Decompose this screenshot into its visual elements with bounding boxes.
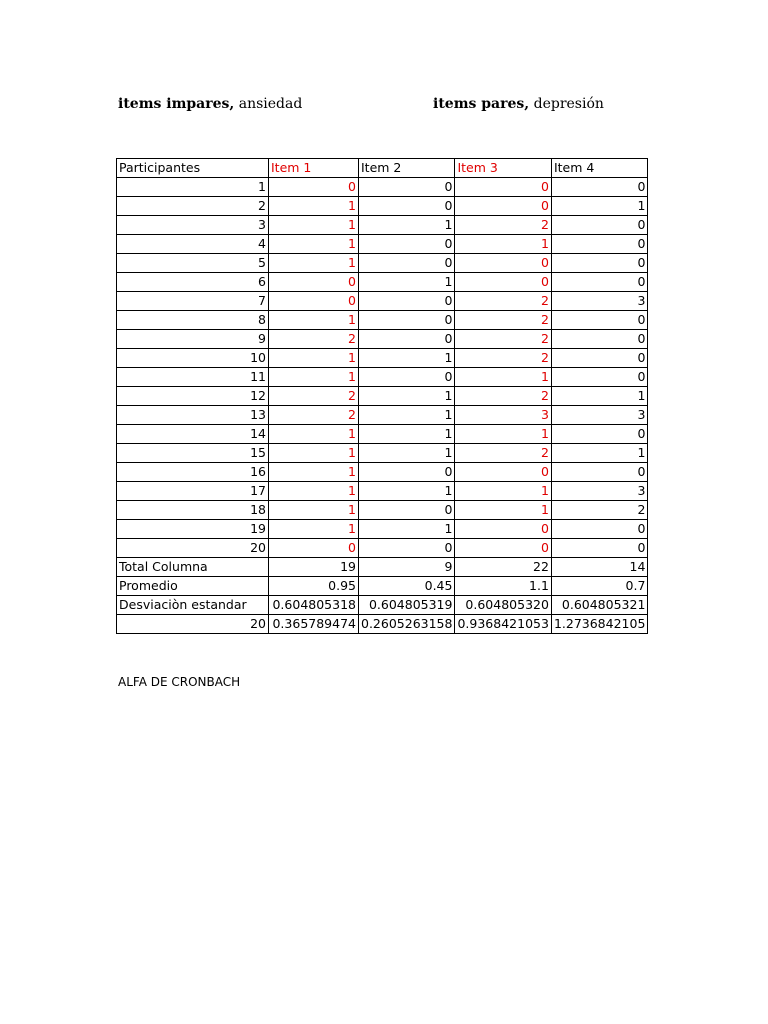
cell-item-1: 1	[269, 254, 359, 273]
table-row	[117, 178, 648, 197]
cell-participant: 15	[117, 444, 269, 463]
cell-item-1: 2	[269, 406, 359, 425]
summary-value-item-3: 1.1	[455, 577, 551, 596]
summary-label: Promedio	[117, 577, 269, 596]
cell-participant: 9	[117, 330, 269, 349]
cell-participant: 10	[117, 349, 269, 368]
cell-item-1: 1	[269, 197, 359, 216]
cell-item-2: 0	[359, 368, 455, 387]
cell-participant: 6	[117, 273, 269, 292]
cell-item-1: 2	[269, 387, 359, 406]
cell-participant: 11	[117, 368, 269, 387]
cell-item-1: 1	[269, 349, 359, 368]
summary-value-item-2: 0.604805319	[359, 596, 455, 615]
table-row	[117, 216, 648, 235]
summary-value-item-2: 0.45	[359, 577, 455, 596]
cell-item-4: 0	[551, 463, 647, 482]
header-item-2: Item 2	[359, 159, 455, 178]
scores-table	[116, 158, 648, 634]
header-participantes: Participantes	[117, 159, 269, 178]
cell-item-4: 3	[551, 482, 647, 501]
cell-participant: 18	[117, 501, 269, 520]
cell-participant: 13	[117, 406, 269, 425]
cell-item-3: 2	[455, 292, 551, 311]
cell-item-3: 0	[455, 254, 551, 273]
cell-participant: 14	[117, 425, 269, 444]
cell-participant: 12	[117, 387, 269, 406]
table-row	[117, 330, 648, 349]
cell-item-3: 1	[455, 235, 551, 254]
cell-item-2: 0	[359, 463, 455, 482]
even-items-label: items pares,	[433, 96, 530, 112]
cell-item-4: 0	[551, 254, 647, 273]
header-item-1: Item 1	[269, 159, 359, 178]
cell-item-3: 0	[455, 273, 551, 292]
table-row	[117, 501, 648, 520]
cell-item-4: 0	[551, 349, 647, 368]
cell-item-3: 3	[455, 406, 551, 425]
summary-value-item-3: 0.604805320	[455, 596, 551, 615]
cell-item-2: 0	[359, 254, 455, 273]
cell-item-2: 0	[359, 330, 455, 349]
cell-item-3: 0	[455, 539, 551, 558]
cell-item-2: 1	[359, 520, 455, 539]
promedio-row	[117, 577, 648, 596]
summary-value-item-2: 0.2605263158	[359, 615, 455, 634]
table-row	[117, 482, 648, 501]
cell-participant: 8	[117, 311, 269, 330]
header-item-4: Item 4	[551, 159, 647, 178]
cell-participant: 16	[117, 463, 269, 482]
table-row	[117, 235, 648, 254]
summary-label: Desviaciòn estandar	[117, 596, 269, 615]
table-row	[117, 349, 648, 368]
scores-table-body	[117, 159, 648, 634]
cell-item-1: 1	[269, 216, 359, 235]
cell-item-4: 0	[551, 311, 647, 330]
cell-item-4: 0	[551, 425, 647, 444]
odd-items-construct: ansiedad	[238, 96, 303, 112]
table-row	[117, 539, 648, 558]
cell-item-3: 0	[455, 178, 551, 197]
cell-item-4: 0	[551, 539, 647, 558]
summary-label: Total Columna	[117, 558, 269, 577]
cell-item-1: 1	[269, 482, 359, 501]
cell-item-2: 0	[359, 292, 455, 311]
cell-item-4: 1	[551, 197, 647, 216]
cell-participant: 17	[117, 482, 269, 501]
table-row	[117, 387, 648, 406]
cell-item-2: 0	[359, 235, 455, 254]
summary-label: 20	[117, 615, 269, 634]
table-row	[117, 292, 648, 311]
cell-item-2: 0	[359, 178, 455, 197]
cell-participant: 3	[117, 216, 269, 235]
cell-participant: 2	[117, 197, 269, 216]
cell-item-1: 1	[269, 520, 359, 539]
even-items-heading	[433, 96, 604, 112]
cell-item-4: 0	[551, 178, 647, 197]
cell-item-2: 0	[359, 539, 455, 558]
desviacion-estandar-row	[117, 596, 648, 615]
cell-item-1: 0	[269, 539, 359, 558]
cell-item-4: 3	[551, 292, 647, 311]
cell-item-2: 1	[359, 273, 455, 292]
odd-items-heading	[118, 96, 302, 112]
summary-value-item-4: 0.7	[551, 577, 647, 596]
cell-item-4: 1	[551, 387, 647, 406]
summary-value-item-1: 0.365789474	[269, 615, 359, 634]
cell-participant: 19	[117, 520, 269, 539]
table-row	[117, 406, 648, 425]
table-row	[117, 273, 648, 292]
cell-item-4: 0	[551, 368, 647, 387]
cell-item-3: 2	[455, 216, 551, 235]
cell-item-3: 2	[455, 311, 551, 330]
total-columna-row	[117, 558, 648, 577]
cell-item-1: 1	[269, 501, 359, 520]
table-row	[117, 368, 648, 387]
cell-item-2: 1	[359, 425, 455, 444]
cell-item-2: 0	[359, 501, 455, 520]
cell-item-3: 2	[455, 349, 551, 368]
cell-item-1: 0	[269, 273, 359, 292]
cell-participant: 7	[117, 292, 269, 311]
cell-item-2: 0	[359, 197, 455, 216]
table-row	[117, 463, 648, 482]
cell-item-1: 1	[269, 311, 359, 330]
cell-item-1: 0	[269, 292, 359, 311]
cell-item-2: 1	[359, 387, 455, 406]
cell-participant: 1	[117, 178, 269, 197]
cronbach-alpha-label: ALFA DE CRONBACH	[118, 675, 241, 689]
cell-item-1: 1	[269, 235, 359, 254]
summary-value-item-4: 1.2736842105	[551, 615, 647, 634]
cell-item-1: 0	[269, 178, 359, 197]
table-row	[117, 520, 648, 539]
cell-item-2: 0	[359, 311, 455, 330]
cell-participant: 4	[117, 235, 269, 254]
table-row	[117, 311, 648, 330]
odd-items-label: items impares,	[118, 96, 235, 112]
cell-item-1: 1	[269, 368, 359, 387]
cell-item-2: 1	[359, 349, 455, 368]
varianza-row	[117, 615, 648, 634]
cell-participant: 20	[117, 539, 269, 558]
cell-item-4: 0	[551, 216, 647, 235]
table-row	[117, 444, 648, 463]
summary-value-item-3: 0.9368421053	[455, 615, 551, 634]
cell-item-1: 2	[269, 330, 359, 349]
table-row	[117, 425, 648, 444]
cell-item-3: 1	[455, 425, 551, 444]
cell-item-3: 1	[455, 501, 551, 520]
table-row	[117, 197, 648, 216]
cell-item-4: 1	[551, 444, 647, 463]
summary-value-item-2: 9	[359, 558, 455, 577]
table-header-row	[117, 159, 648, 178]
cell-item-3: 1	[455, 368, 551, 387]
cell-item-4: 0	[551, 235, 647, 254]
cell-item-4: 3	[551, 406, 647, 425]
summary-value-item-1: 19	[269, 558, 359, 577]
cell-item-3: 0	[455, 463, 551, 482]
summary-value-item-1: 0.604805318	[269, 596, 359, 615]
cell-item-2: 1	[359, 444, 455, 463]
cell-item-1: 1	[269, 444, 359, 463]
cell-item-2: 1	[359, 482, 455, 501]
cell-item-4: 0	[551, 273, 647, 292]
cell-participant: 5	[117, 254, 269, 273]
cell-item-3: 2	[455, 330, 551, 349]
cell-item-3: 2	[455, 444, 551, 463]
summary-value-item-3: 22	[455, 558, 551, 577]
summary-value-item-4: 0.604805321	[551, 596, 647, 615]
cell-item-2: 1	[359, 216, 455, 235]
cell-item-1: 1	[269, 425, 359, 444]
summary-value-item-1: 0.95	[269, 577, 359, 596]
cell-item-3: 0	[455, 197, 551, 216]
cell-item-1: 1	[269, 463, 359, 482]
cell-item-3: 1	[455, 482, 551, 501]
table-row	[117, 254, 648, 273]
header-item-3: Item 3	[455, 159, 551, 178]
summary-value-item-4: 14	[551, 558, 647, 577]
cell-item-4: 0	[551, 520, 647, 539]
even-items-construct: depresión	[533, 96, 604, 112]
cell-item-3: 2	[455, 387, 551, 406]
cell-item-2: 1	[359, 406, 455, 425]
cell-item-4: 0	[551, 330, 647, 349]
cell-item-3: 0	[455, 520, 551, 539]
cell-item-4: 2	[551, 501, 647, 520]
